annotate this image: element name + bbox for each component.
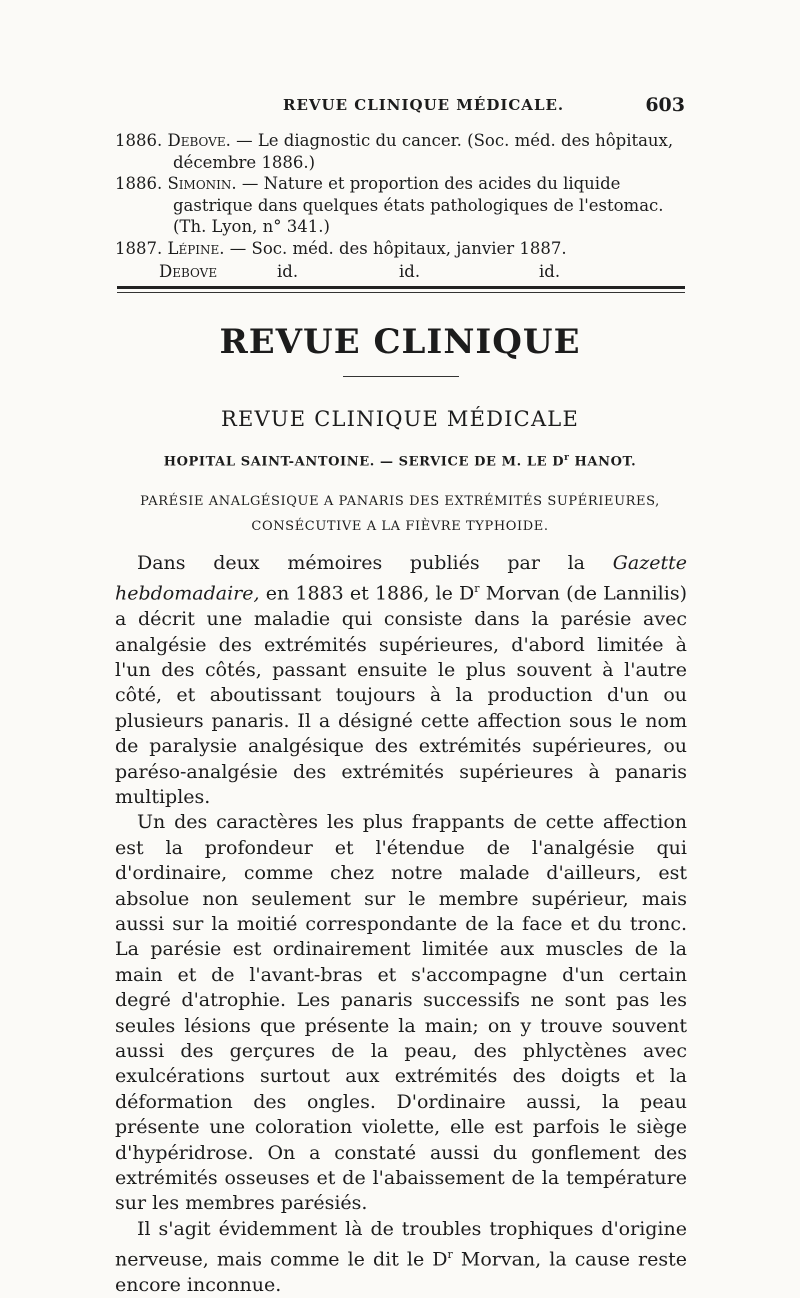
running-title: REVUE CLINIQUE MÉDICALE.	[283, 96, 565, 114]
section-divider-thin	[117, 292, 685, 293]
journal-name: Gazette hebdomadaire,	[115, 552, 687, 605]
bib-author: Debove.	[167, 131, 231, 150]
bib-id: id.	[539, 262, 561, 281]
running-head	[115, 96, 685, 120]
article-body	[115, 551, 687, 1298]
bibliography	[115, 130, 685, 283]
bib-year: 1887.	[115, 238, 163, 258]
bib-year: 1886.	[115, 131, 163, 150]
hospital-line: HOPITAL SAINT-ANTOINE. — SERVICE DE M. LE $D^r$ HANOT.	[163, 453, 637, 470]
bib-author: Debove	[159, 262, 218, 281]
main-title: REVUE CLINIQUE	[219, 322, 581, 362]
paragraph: Dans deux mémoires publiés par la Gazette hebdomadaire, en 1883 et 1886, le $D^r$ Morvan (de Lannilis) a décrit une maladie qui consiste dans la parésie avec analgésie des extrémités supérieures, d'abord limitée à l'un des côtés, passant ensuite le plus souvent à l'autre côté, et aboutissant toujours à la production d'un ou plusieurs panaris. Il a désigné cette affection sous le nom de paralysie analgésique des extrémités supérieures, ou paréso-analgésie des extrémités supérieures à panaris multiples.	[115, 552, 687, 808]
bib-text: — Le diagnostic du cancer. (Soc. méd. des hôpitaux, décembre 1886.)	[173, 131, 674, 172]
bib-author: Lépine.	[167, 238, 225, 258]
bib-text: — Nature et proportion des acides du liquide gastrique dans quelques états pathologiques de l'estomac. (Th. Lyon, n° 341.)	[173, 174, 664, 236]
bib-year: 1886.	[115, 174, 163, 193]
bib-id: id.	[399, 262, 421, 281]
bib-id: id.	[277, 262, 299, 281]
paragraph: Il s'agit évidemment là de troubles trophiques d'origine nerveuse, mais comme le dit le $D^r$ Morvan, la cause reste encore inconnue.	[115, 1217, 687, 1297]
bibliography-entry	[115, 238, 685, 260]
section-divider	[117, 286, 685, 289]
section-title: REVUE CLINIQUE MÉDICALE	[221, 407, 579, 431]
bibliography-entry	[115, 173, 685, 238]
bib-text: — Soc. méd. des hôpitaux, janvier 1887.	[229, 238, 567, 258]
bibliography-entry	[115, 130, 685, 173]
title-rule	[343, 376, 459, 377]
page-number: 603	[645, 94, 685, 116]
paragraph: Un des caractères les plus frappants de cette affection est la profondeur et l'étendue de l'analgésie qui d'ordinaire, comme chez notre malade d'ailleurs, est absolue non seulement sur le membre supérieur, mais aussi sur la moitié correspondante de la face et du tronc. La parésie est ordinairement limitée aux muscles de la main et de l'avant-bras et s'accompagne d'un certain degré d'atrophie. Les panaris successifs ne sont pas les seules lésions que présente la main; on y trouve souvent aussi des gerçures de la peau, des phlyctènes avec exulcérations surtout aux extrémités des doigts et la déformation des ongles. D'ordinaire aussi, la peau présente une coloration violette, elle est parfois le siège d'hypéridrose. On a constaté aussi du gonflement des extrémités osseuses et de l'abaissement de la température sur les membres parésiés.	[115, 811, 687, 1215]
bib-author: Simonin.	[167, 174, 237, 193]
article-title: PARÉSIE ANALGÉSIQUE A PANARIS DES EXTRÉMITÉS SUPÉRIEURES, CONSÉCUTIVE A LA FIÈVRE TYPHOIDE.	[140, 494, 660, 534]
bibliography-entry-id	[159, 261, 685, 283]
